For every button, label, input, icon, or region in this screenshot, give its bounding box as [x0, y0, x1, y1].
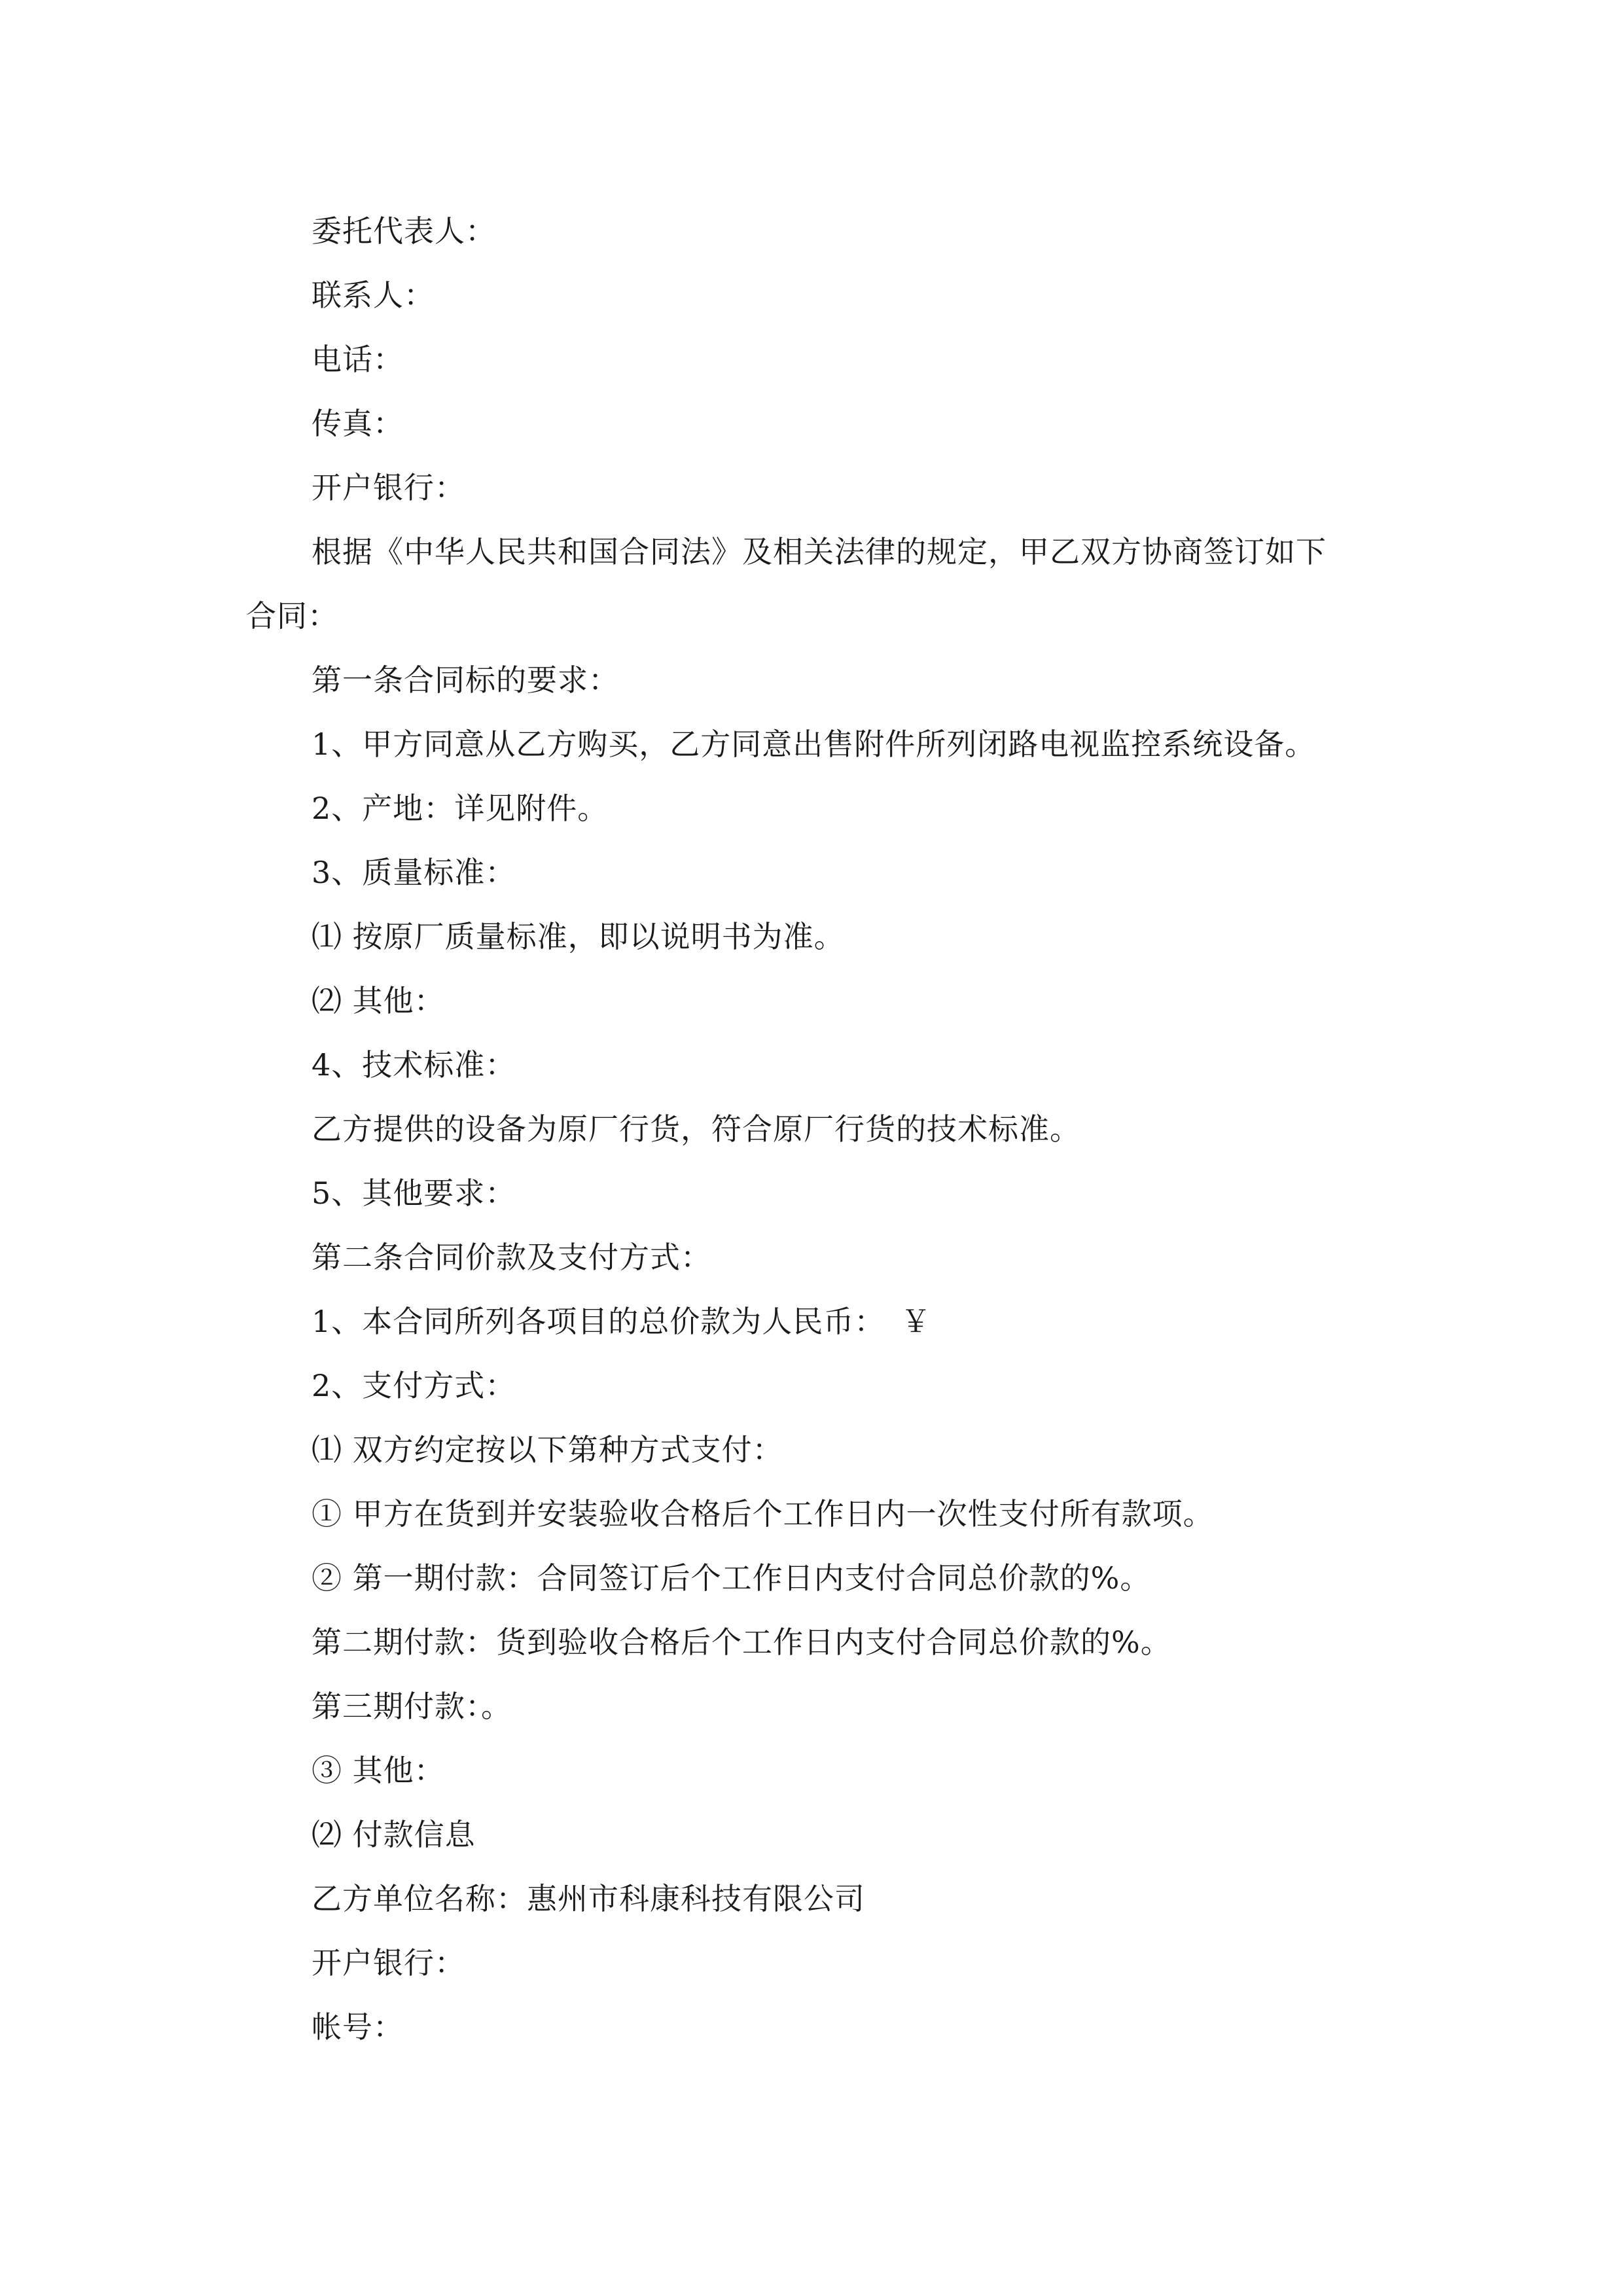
article-2-item-2-sub-1: ⑴ 双方约定按以下第种方式支付： — [312, 1432, 783, 1467]
article-1-item-2: 2、产地：详见附件。 — [312, 791, 609, 826]
party-b-bank: 开户银行： — [312, 1945, 465, 1981]
article-1-item-4: 4、技术标准： — [312, 1047, 516, 1083]
payment-option-2-third-installment: 第三期付款：。 — [312, 1689, 512, 1724]
article-2-heading: 第二条合同价款及支付方式： — [312, 1240, 711, 1275]
article-1-item-1: 1、甲方同意从乙方购买，乙方同意出售附件所列闭路电视监控系统设备。 — [312, 726, 1316, 762]
payment-option-3: ③ 其他： — [312, 1753, 445, 1788]
article-2-item-2: 2、支付方式： — [312, 1368, 516, 1403]
payment-option-1: ① 甲方在货到并安装验收合格后个工作日内一次性支付所有款项。 — [312, 1496, 1214, 1532]
line-bank: 开户银行： — [312, 470, 465, 505]
contract-body — [246, 199, 1385, 2059]
article-1-item-3-sub-1: ⑴ 按原厂质量标准，即以说明书为准。 — [312, 919, 845, 954]
article-2-item-1: 1、本合同所列各项目的总价款为人民币： ￥ — [312, 1304, 932, 1339]
line-fax: 传真： — [312, 406, 404, 441]
line-contact-person: 联系人： — [312, 278, 435, 313]
line-preamble-continued: 合同： — [246, 598, 338, 634]
line-preamble: 根据《中华人民共和国合同法》及相关法律的规定，甲乙双方协商签订如下 — [312, 534, 1327, 569]
article-1-heading: 第一条合同标的要求： — [312, 662, 619, 698]
party-b-company-name: 乙方单位名称：惠州市科康科技有限公司 — [312, 1881, 865, 1916]
payment-option-2-second-installment: 第二期付款：货到验收合格后个工作日内支付合同总价款的%。 — [312, 1624, 1171, 1660]
party-b-account-number: 帐号： — [312, 2009, 404, 2045]
article-1-item-5: 5、其他要求： — [312, 1175, 516, 1211]
line-phone: 电话： — [312, 342, 404, 377]
article-2-item-2-sub-2: ⑵ 付款信息 — [312, 1817, 476, 1852]
article-1-item-3-sub-2: ⑵ 其他： — [312, 983, 445, 1018]
payment-option-2: ② 第一期付款：合同签订后个工作日内支付合同总价款的%。 — [312, 1560, 1151, 1596]
line-entrusted-representative: 委托代表人： — [312, 213, 496, 249]
article-1-item-3: 3、质量标准： — [312, 855, 516, 890]
article-1-item-4-text: 乙方提供的设备为原厂行货，符合原厂行货的技术标准。 — [312, 1111, 1080, 1147]
